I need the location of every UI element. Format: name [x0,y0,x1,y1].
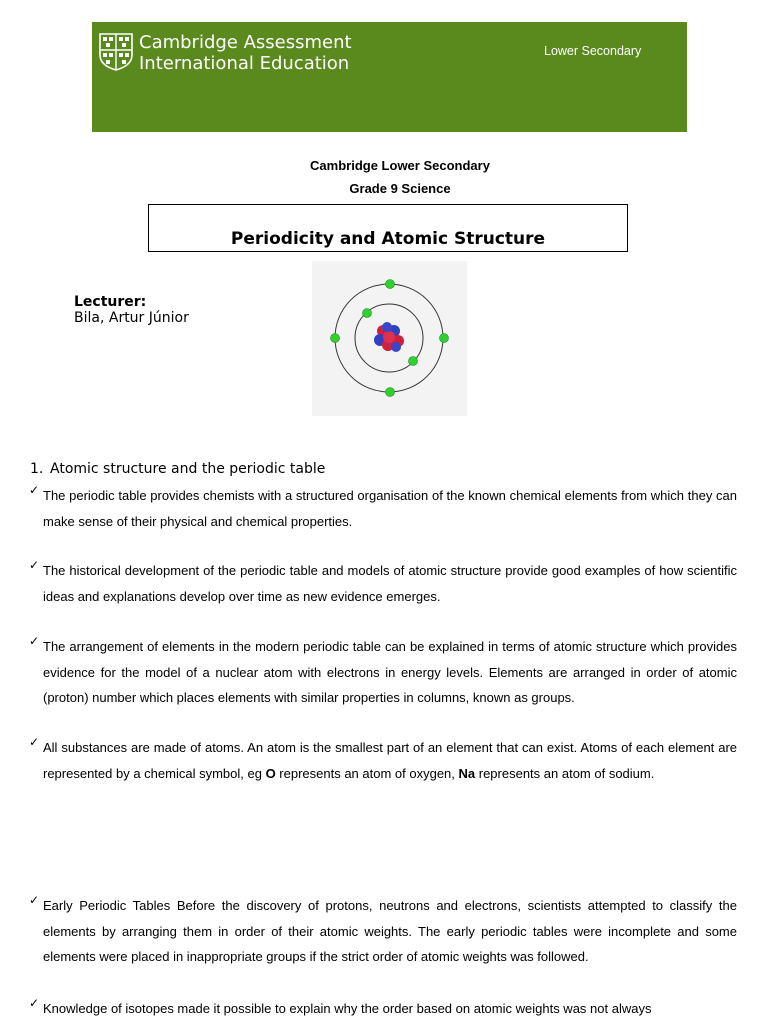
bullet-item [29,893,737,970]
bullet-item [29,996,737,1022]
cambridge-shield-icon [99,33,133,71]
bullet-text [43,634,737,711]
bullet-text [43,483,737,534]
bullet-text-part: The periodic table provides chemists with a structured organisation of the known chemical elements from which they can make sense of their physical and chemical properties. [43,488,737,529]
checkmark-icon: ✓ [29,996,40,1010]
checkmark-icon: ✓ [29,558,40,572]
lecturer-name: Bila, Artur Júnior [74,310,189,326]
page-title: Periodicity and Atomic Structure [230,229,546,249]
bullet-item [29,558,737,609]
bullet-text [43,735,737,786]
section-title: Atomic structure and the periodic table [50,461,326,477]
bullet-text [43,893,737,970]
bullet-text-part: The historical development of the periodic table and models of atomic structure provide good examples of how scientific ideas and explanations develop over time as new evidence emerges. [43,563,737,604]
logo-line2: International Education [139,53,350,74]
section-heading [30,461,325,477]
bullet-item [29,634,737,711]
banner-level-label: Lower Secondary [544,44,642,58]
bullet-text-part: represents an atom of oxygen, [275,765,459,781]
bullet-item [29,735,737,786]
checkmark-icon: ✓ [29,483,40,497]
bullet-text-part: Knowledge of isotopes made it possible to explain why the order based on atomic weights was not always [43,1001,652,1016]
bullet-text-part: The arrangement of elements in the modern periodic table can be explained in terms of atomic structure which provides evidence for the model of a nuclear atom with electrons in energy levels. Elements are arranged in order of atomic (proton) number which places elements with similar properties in columns, known as groups. [43,639,737,705]
header-line2: Grade 9 Science [349,181,451,196]
checkmark-icon: ✓ [29,893,40,907]
logo-line1: Cambridge Assessment [139,32,352,53]
bullet-text-part: represents an atom of sodium. [475,765,655,781]
section-number: 1. [30,461,44,477]
bullet-text [43,996,737,1022]
bullet-text-part: All substances are made of atoms. An atom is the smallest part of an element that can exist. Atoms of each element are represented by a chemical symbol, eg [43,740,737,781]
bullet-text [43,558,737,609]
atom-icon [312,261,467,416]
bullet-text-bold: O [265,765,276,781]
lecturer-label: Lecturer: [74,294,147,310]
atom-diagram-image [312,261,467,416]
title-box [148,204,628,252]
bullet-text-part: Early Periodic Tables Before the discovery of protons, neutrons and electrons, scientists attempted to classify the elements by arranging them in order of their atomic weights. The early periodic tables were incomplete and some elements were placed in inappropriate groups if the strict order of atomic weights was followed. [43,898,737,964]
bullet-text-bold: Na [458,765,476,781]
logo-wordmark [139,32,352,74]
checkmark-icon: ✓ [29,634,40,648]
bullet-item [29,483,737,534]
header-line1: Cambridge Lower Secondary [310,158,490,173]
header-banner [92,22,687,132]
checkmark-icon: ✓ [29,735,40,749]
